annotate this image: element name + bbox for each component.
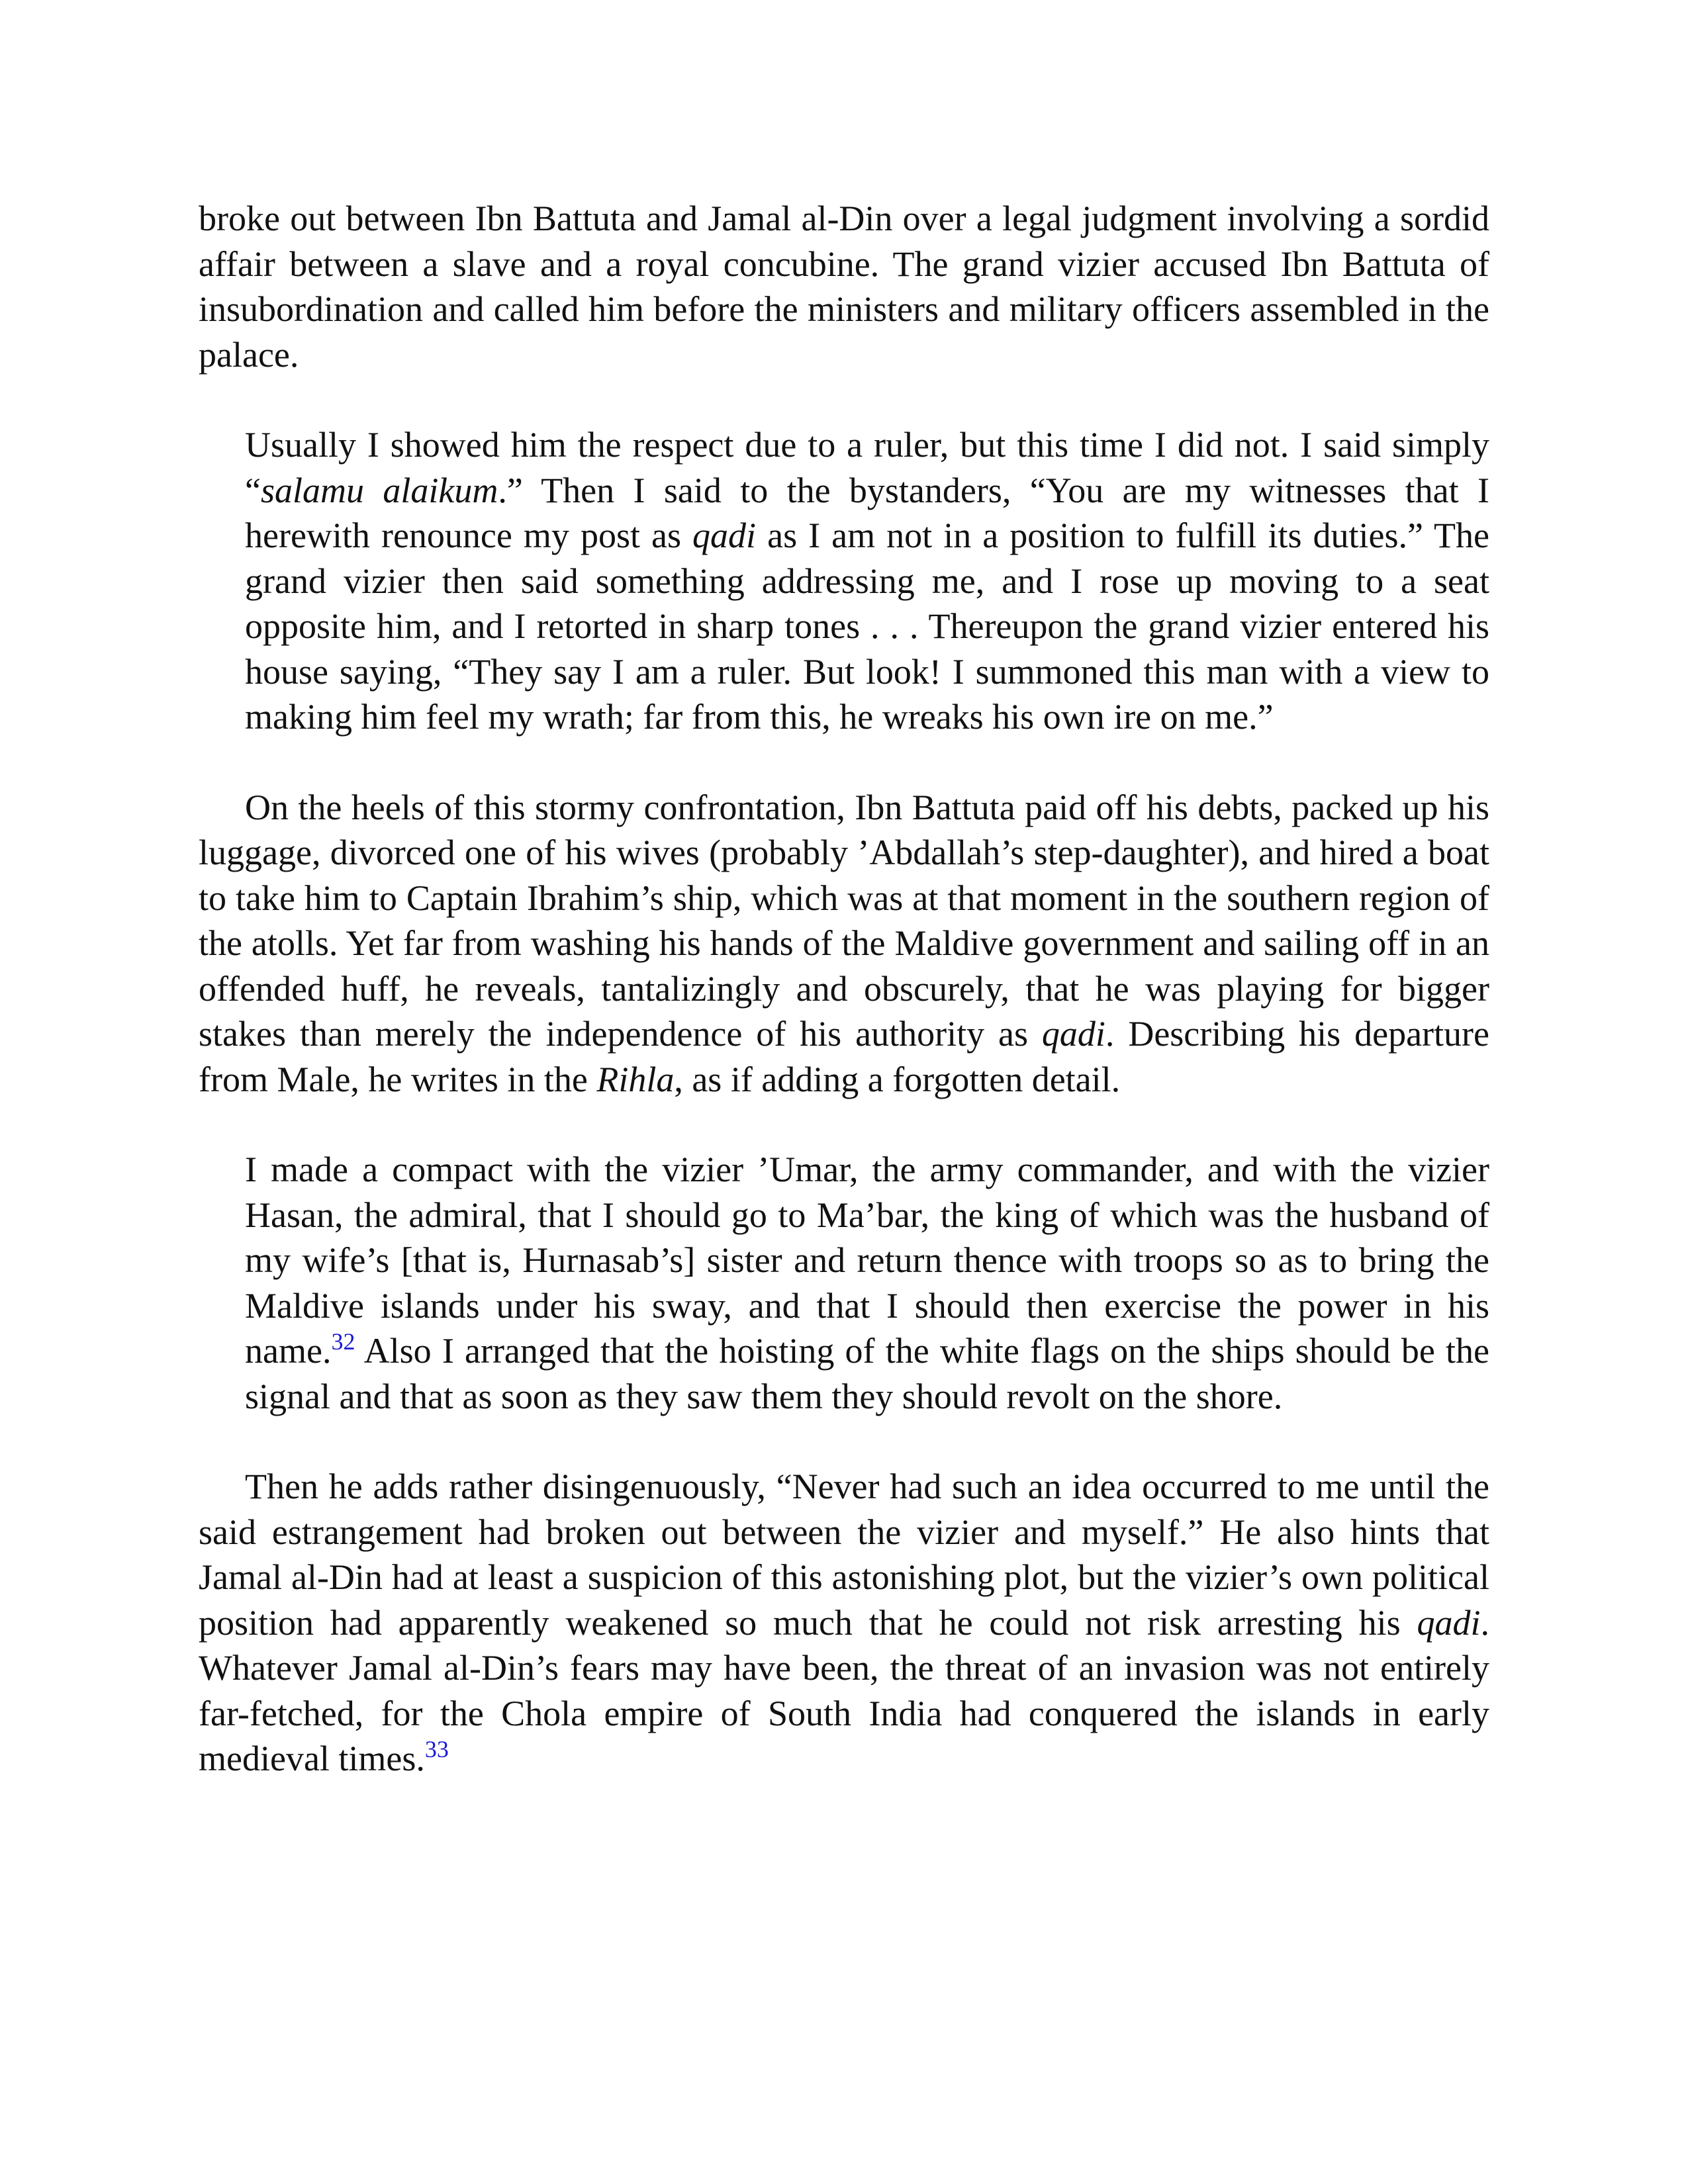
paragraph-text: broke out between Ibn Battuta and Jamal al-Din over a legal judgment involving a sordid affair between a slave and a royal concubine. The grand vizier accused Ibn Battuta of insubordination and called him before the ministers and military officers assembled in the palace. (199, 199, 1489, 375)
quote-text: Usually I showed him the respect due to a ruler, but this time I did not. I said simply “ (245, 425, 1489, 510)
paragraph-text: . Describing his departure from Male, he writes in the (199, 1014, 1489, 1099)
paragraph-text: . Whatever Jamal al-Din’s fears may have been, the threat of an invasion was not entirely far-fetched, for the Chola empire of South India had conquered the islands in early medieval times. (199, 1602, 1489, 1778)
block-quote-1 (245, 422, 1489, 740)
body-paragraph-continued (199, 196, 1489, 377)
footnote-link-32[interactable]: 32 (331, 1328, 355, 1355)
paragraph-text: , as if adding a forgotten detail. (674, 1059, 1121, 1099)
quote-text: I made a compact with the vizier ’Umar, the army commander, and with the vizier Hasan, the admiral, that I should go to Ma’bar, the king of which was the husband of my wife’s [that is, Hurnasab’s] sister and return thence with troops so as to bring the Maldive islands under his sway, and that I should then exercise the power in his name. (245, 1150, 1489, 1371)
quote-text: .” Then I said to the bystanders, “You are my witnesses that I herewith renounce my post as (245, 470, 1489, 555)
body-paragraph-3 (199, 1464, 1489, 1782)
block-quote-2 (245, 1147, 1489, 1419)
quote-text: Also I arranged that the hoisting of the white flags on the ships should be the signal and that as soon as they saw them they should revolt on the shore. (245, 1331, 1489, 1416)
italic-book-title: Rihla (596, 1059, 675, 1099)
italic-term: qadi (692, 516, 757, 555)
italic-phrase: salamu alaikum (260, 470, 498, 510)
paragraph-text: Then he adds rather disingenuously, “Never had such an idea occurred to me until the said estrangement had broken out between the vizier and myself.” He also hints that Jamal al-Din had at least a suspicion of this astonishing plot, but the vizier’s own political position had apparently weakened so much that he could not risk arresting his (199, 1467, 1489, 1643)
italic-term: qadi (1041, 1014, 1105, 1054)
paragraph-text: On the heels of this stormy confrontation, Ibn Battuta paid off his debts, packed up his luggage, divorced one of his wives (probably ’Abdallah’s step-daughter), and hired a boat to take him to Captain Ibrahim’s ship, which was at that moment in the southern region of the atolls. Yet far from washing his hands of the Maldive government and sailing off in an offended huff, he reveals, tantalizingly and obscurely, that he was playing for bigger stakes than merely the independence of his authority as (199, 787, 1489, 1054)
italic-term: qadi (1417, 1602, 1481, 1643)
document-page (199, 196, 1489, 1782)
quote-text: as I am not in a position to fulfill its duties.” The grand vizier then said something addressing me, and I rose up moving to a seat opposite him, and I retorted in sharp tones . . . Thereupon the grand vizier entered his house saying, “They say I am a ruler. But look! I summoned this man with a view to making him feel my wrath; far from this, he wreaks his own ire on me.” (245, 516, 1489, 737)
body-paragraph-2 (199, 785, 1489, 1103)
footnote-link-33[interactable]: 33 (424, 1736, 449, 1762)
